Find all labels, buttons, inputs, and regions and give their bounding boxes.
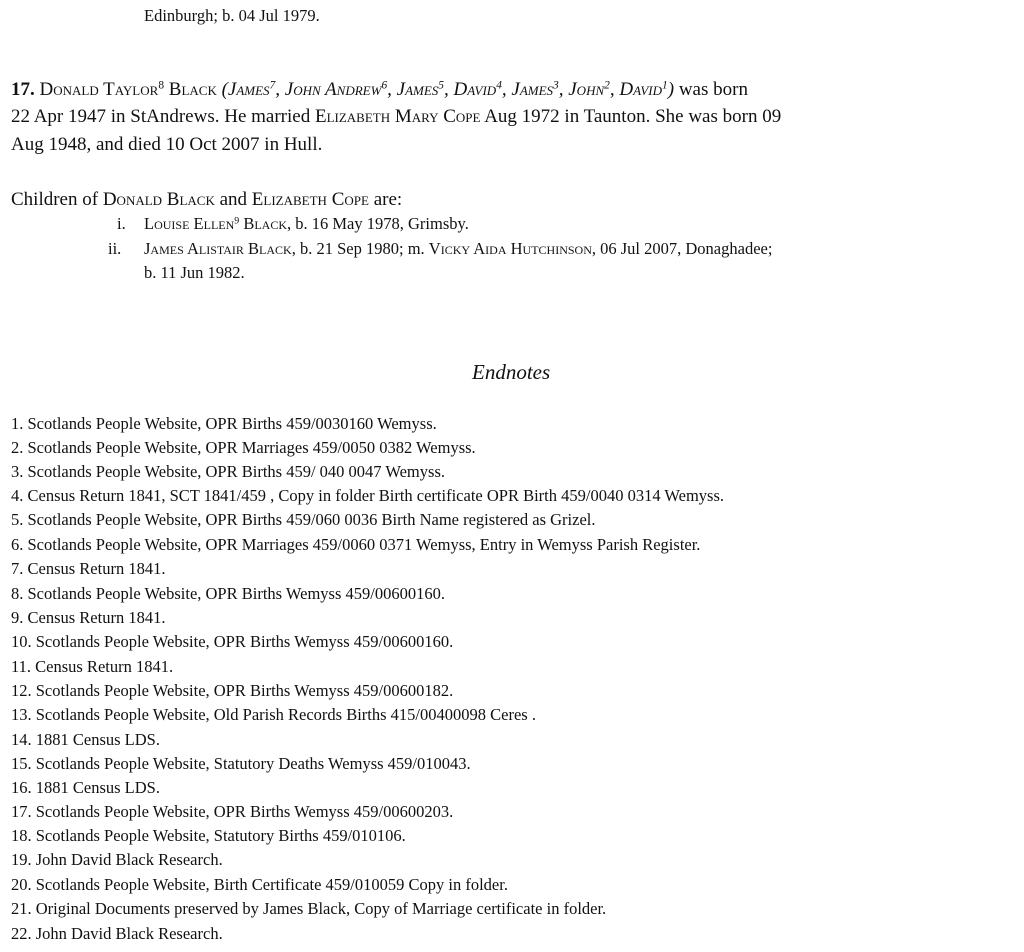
endnote: 16. 1881 Census LDS. bbox=[11, 778, 160, 797]
endnote: 15. Scotlands People Website, Statutory Deaths Wemyss 459/010043. bbox=[11, 754, 471, 773]
endnote: 7. Census Return 1841. bbox=[11, 559, 166, 578]
endnote: 14. 1881 Census LDS. bbox=[11, 730, 160, 749]
child-entry: James Alistair Black, b. 21 Sep 1980; m. Vicky Aida Hutchinson, 06 Jul 2007, Donaghadee; bbox=[144, 239, 773, 258]
endnote: 5. Scotlands People Website, OPR Births 459/060 0036 Birth Name registered as Grizel. bbox=[11, 510, 596, 529]
endnote: 8. Scotlands People Website, OPR Births Wemyss 459/00600160. bbox=[11, 584, 445, 603]
person-generation: 8 bbox=[158, 79, 165, 92]
endnote: 20. Scotlands People Website, Birth Certificate 459/010059 Copy in folder. bbox=[11, 875, 508, 894]
endnote: 18. Scotlands People Website, Statutory Births 459/010106. bbox=[11, 826, 406, 845]
entry-line-2: 22 Apr 1947 in StAndrews. He married Elizabeth Mary Cope Aug 1972 in Taunton. She was born 09 bbox=[11, 106, 782, 127]
entry-number: 17. bbox=[11, 79, 35, 100]
child-numeral: ii. bbox=[108, 239, 122, 258]
endnote: 4. Census Return 1841, SCT 1841/459 , Copy in folder Birth certificate OPR Birth 459/0040 0314 Wemyss. bbox=[11, 486, 725, 505]
entry-line-1 bbox=[11, 80, 748, 99]
endnote: 6. Scotlands People Website, OPR Marriages 459/0060 0371 Wemyss, Entry in Wemyss Parish Register. bbox=[11, 535, 701, 554]
endnote: 11. Census Return 1841. bbox=[11, 657, 174, 676]
ancestry-chain: (James$^7$, John Andrew$^6$, James$^5$, David$^4$, James$^3$, John$^2$, David$^1$) bbox=[221, 79, 675, 100]
endnote: 3. Scotlands People Website, OPR Births 459/ 040 0047 Wemyss. bbox=[11, 462, 445, 481]
endnote: 19. John David Black Research. bbox=[11, 850, 223, 869]
children-heading: Children of Donald Black and Elizabeth Cope are: bbox=[11, 189, 403, 210]
entry-line-3: Aug 1948, and died 10 Oct 2007 in Hull. bbox=[11, 134, 323, 155]
endnote: 22. John David Black Research. bbox=[11, 924, 223, 943]
endnote: 1. Scotlands People Website, OPR Births 459/0030160 Wemyss. bbox=[11, 414, 437, 433]
person-name-first: Donald Taylor bbox=[39, 79, 159, 100]
child-numeral: i. bbox=[117, 214, 126, 233]
entry-line-1-end: was born bbox=[678, 79, 748, 100]
endnote: 10. Scotlands People Website, OPR Births Wemyss 459/00600160. bbox=[11, 632, 454, 651]
endnote: 17. Scotlands People Website, OPR Births Wemyss 459/00600203. bbox=[11, 802, 454, 821]
child-entry: Louise Ellen$^9$ Black, b. 16 May 1978, Grimsby. bbox=[144, 214, 469, 233]
endnote: 13. Scotlands People Website, Old Parish Records Births 415/00400098 Ceres . bbox=[11, 705, 536, 724]
endnotes-title: Endnotes bbox=[472, 360, 551, 384]
child-entry-continued: b. 11 Jun 1982. bbox=[144, 263, 245, 282]
endnote: 9. Census Return 1841. bbox=[11, 608, 166, 627]
spouse-name: Elizabeth Mary Cope bbox=[314, 106, 481, 127]
continued-line: Edinburgh; b. 04 Jul 1979. bbox=[144, 6, 320, 25]
endnote: 12. Scotlands People Website, OPR Births Wemyss 459/00600182. bbox=[11, 681, 454, 700]
person-name-last: Black bbox=[168, 79, 217, 100]
endnote: 21. Original Documents preserved by James Black, Copy of Marriage certificate in folder. bbox=[11, 899, 607, 918]
endnote: 2. Scotlands People Website, OPR Marriages 459/0050 0382 Wemyss. bbox=[11, 438, 476, 457]
